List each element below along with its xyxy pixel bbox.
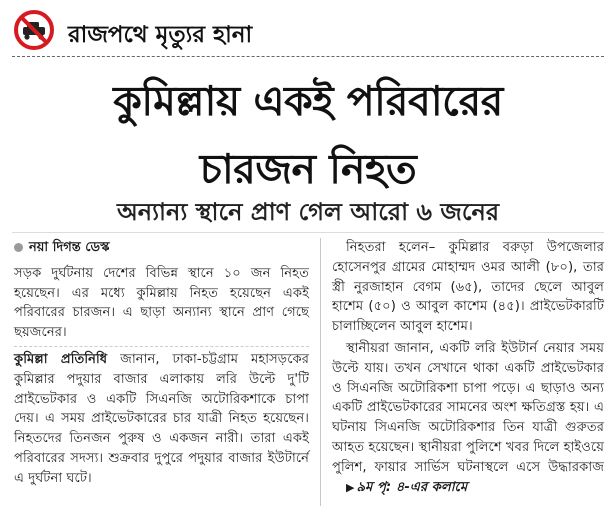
byline-text: নয়া দিগন্ত ডেস্ক (29, 240, 110, 255)
triangle-right-icon: ▶ (346, 480, 355, 494)
continuation-link[interactable] (332, 480, 467, 495)
paragraph-locals-text: স্থানীয়রা জানান, একটি লরি ইউটার্ন নেয়ার সময় উল্টে যায়। তখন সেখানে থাকা একটি প্রাইভেটকার ও সিএনজি অটোরিকশা চাপা পড়ে। এ ছাড়াও অন্য একটি প্রাইভেটকারের সামনের অংশ ক্ষতিগ্রস্ত হয়। এ ঘটনায় সিএনজি অটোরিকশার তিন যাত্রী গুরুতর আহত হয়েছেন। স্থানীয়রা পুলিশে খবর দিলে হাইওয়ে পুলিশ, ফায়ার সার্ভিস ঘটনাস্থলে এসে উদ্ধারকাজ (332, 340, 604, 475)
paragraph-cumilla-text: জানান, ঢাকা-চট্টগ্রাম মহাসড়কের কুমিল্লার পদুয়ার বাজার এলাকায় লরি উল্টে দু'টি প্রাইভেটকার ও একটি সিএনজি অটোরিকশাকে চাপা দেয়। এ সময় প্রাইভেটকারের চার যাত্রী নিহত হয়েছেন। নিহতদের তিনজন পুরুষ ও একজন নারী। তারা একই পরিবারের সদস্য। শুক্রবার দুপুরে পদুয়ার বাজার ইউটার্নে এ দুর্ঘটনা ঘটে। (14, 351, 309, 486)
paragraph-locals (332, 339, 604, 497)
headline-line-2: চারজন নিহত (199, 145, 417, 193)
kicker-label: রাজপথে মৃত্যুর হানা (68, 22, 253, 48)
paragraph-victims: নিহতরা হলেন– কুমিল্লার বরুড়া উপজেলার হোসেনপুর গ্রামের মোহাম্মদ ওমর আলী (৮০), তার স্ত্রী নুরজাহান বেগম (৬৫), তাদের ছেলে আবুল হাশেম (৫০) ও আবুল কাশেম (৪৫)। প্রাইভেটকারটি চালাচ্ছিলেন আবুল হাশেম। (332, 240, 604, 335)
subheadline: অন্যান্য স্থানে প্রাণ গেল আরো ৬ জনের (116, 198, 500, 226)
no-road-deaths-icon (14, 10, 54, 50)
bullet-icon (14, 243, 23, 252)
kicker-divider (12, 56, 604, 57)
byline (14, 238, 309, 258)
paragraph-divider (14, 346, 309, 347)
section-kicker (8, 6, 608, 54)
continuation-text: ৯ম পৃ: ৪-এর কলামে (356, 479, 468, 495)
paragraph-intro: সড়ক দুর্ঘটনায় দেশের বিভিন্ন স্থানে ১০ জন নিহত হয়েছেন। এর মধ্যে কুমিল্লায় নিহত হয়েছেন একই পরিবারের চারজন। এ ছাড়া অন্যান্য স্থানে প্রাণ গেছে ছয়জনের। (14, 265, 309, 341)
article-column-right (332, 238, 604, 497)
correspondent-label: কুমিল্লা প্রতিনিধি (14, 351, 108, 367)
article-column-left (14, 238, 309, 489)
paragraph-cumilla (14, 350, 309, 489)
body-divider (12, 232, 604, 233)
column-divider (320, 238, 321, 506)
headline-line-1: কুমিল্লায় একই পরিবারের (113, 77, 503, 125)
